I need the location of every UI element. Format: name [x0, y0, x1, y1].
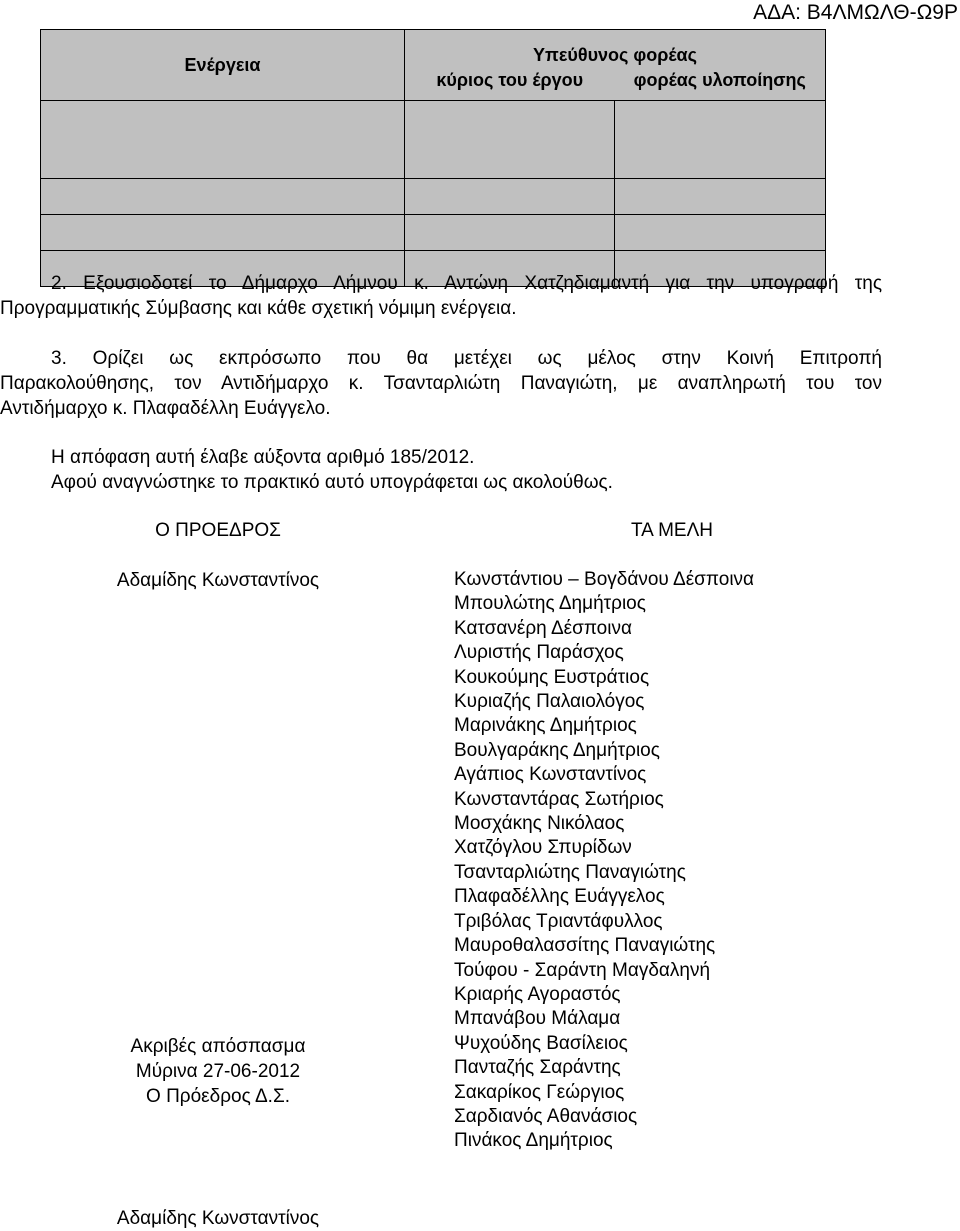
paragraph-line: Παρακολούθησης, τον Αντιδήμαρχο κ. Τσανταρλιώτη Παναγιώτη, με αναπληρωτή του τον — [0, 373, 882, 394]
member-name: Μαυροθαλασσίτης Παναγιώτης — [454, 935, 716, 957]
table-cell — [615, 179, 826, 215]
table-cell — [41, 215, 405, 251]
members-list — [454, 568, 754, 1154]
table-row — [41, 215, 826, 251]
table-cell — [41, 101, 405, 179]
member-name: Πανταζής Σαράντης — [454, 1057, 621, 1079]
table-header-action: Ενέργεια — [41, 30, 405, 101]
member-name: Μοσχάκης Νικόλαος — [454, 813, 625, 835]
table-subheader-implementer: φορέας υλοποίησης — [615, 68, 826, 101]
paragraph-representative — [0, 346, 882, 421]
member-name: Κατσανέρη Δέσποινα — [454, 617, 632, 639]
paragraph-authorization — [0, 271, 882, 321]
certification-signer: Αδαμίδης Κωνσταντίνος — [116, 1208, 320, 1229]
paragraph-line: Αντιδήμαρχο κ. Πλαφαδέλλη Ευάγγελο. — [0, 398, 331, 419]
certification-place-date: Μύρινα 27-06-2012 — [135, 1061, 301, 1082]
member-name: Αγάπιος Κωνσταντίνος — [454, 764, 647, 786]
president-name: Αδαμίδης Κωνσταντίνος — [116, 570, 320, 591]
table-cell — [615, 215, 826, 251]
table-cell — [615, 101, 826, 179]
member-name: Σαρδιανός Αθανάσιος — [454, 1105, 638, 1127]
members-heading: ΤΑ ΜΕΛΗ — [630, 520, 713, 541]
member-name: Μπανάβου Μάλαμα — [454, 1008, 621, 1030]
responsibility-table — [40, 29, 826, 287]
member-name: Μαρινάκης Δημήτριος — [454, 715, 637, 737]
member-name: Λυριστής Παράσχος — [454, 642, 624, 664]
signing-note: Αφού αναγνώστηκε το πρακτικό αυτό υπογράφεται ως ακολούθως. — [51, 472, 613, 493]
member-name: Κουκούμης Ευστράτιος — [454, 666, 650, 688]
table-cell — [405, 101, 615, 179]
member-name: Σακαρίκος Γεώργιος — [454, 1081, 625, 1103]
member-name: Μπουλώτης Δημήτριος — [454, 593, 646, 615]
table-row — [41, 101, 826, 179]
decision-number: Η απόφαση αυτή έλαβε αύξοντα αριθμό 185/2012. — [51, 447, 475, 468]
certification-title: Ακριβές απόσπασμα — [130, 1036, 306, 1057]
member-name: Πλαφαδέλλης Ευάγγελος — [454, 886, 665, 908]
paragraph-line: Προγραμματικής Σύμβασης και κάθε σχετική νόμιμη ενέργεια. — [0, 298, 517, 319]
member-name: Τσανταρλιώτης Παναγιώτης — [454, 861, 686, 883]
member-name: Χατζόγλου Σπυρίδων — [454, 837, 632, 859]
paragraph-line: 3. Ορίζει ως εκπρόσωπο που θα μετέχει ως μέλος στην Κοινή Επιτροπή — [51, 348, 882, 369]
member-name: Τούφου - Σαράντη Μαγδαληνή — [454, 959, 711, 981]
table-cell — [405, 179, 615, 215]
paragraph-line: 2. Εξουσιοδοτεί το Δήμαρχο Λήμνου κ. Αντώνη Χατζηδιαμαντή για την υπογραφή της — [51, 273, 882, 294]
table-cell — [41, 179, 405, 215]
member-name: Κριαρής Αγοραστός — [454, 983, 621, 1005]
table-row — [41, 179, 826, 215]
member-name: Τριβόλας Τριαντάφυλλος — [454, 910, 663, 932]
table-header-responsible: Υπεύθυνος φορέας — [405, 30, 826, 69]
president-heading: Ο ΠΡΟΕΔΡΟΣ — [155, 520, 281, 541]
member-name: Κωνσταντάρας Σωτήριος — [454, 788, 664, 810]
certification-role: Ο Πρόεδρος Δ.Σ. — [146, 1086, 290, 1107]
member-name: Κωνστάντιου – Βογδάνου Δέσποινα — [454, 569, 755, 590]
ada-code: ΑΔΑ: Β4ΛΜΩΛΘ-Ω9Ρ — [753, 1, 958, 24]
table-cell — [405, 215, 615, 251]
member-name: Κυριαζής Παλαιολόγος — [454, 691, 645, 713]
member-name: Βουλγαράκης Δημήτριος — [454, 739, 660, 761]
member-name: Ψυχούδης Βασίλειος — [454, 1032, 628, 1054]
member-name: Πινάκος Δημήτριος — [454, 1130, 613, 1152]
table-subheader-owner: κύριος του έργου — [405, 68, 615, 101]
